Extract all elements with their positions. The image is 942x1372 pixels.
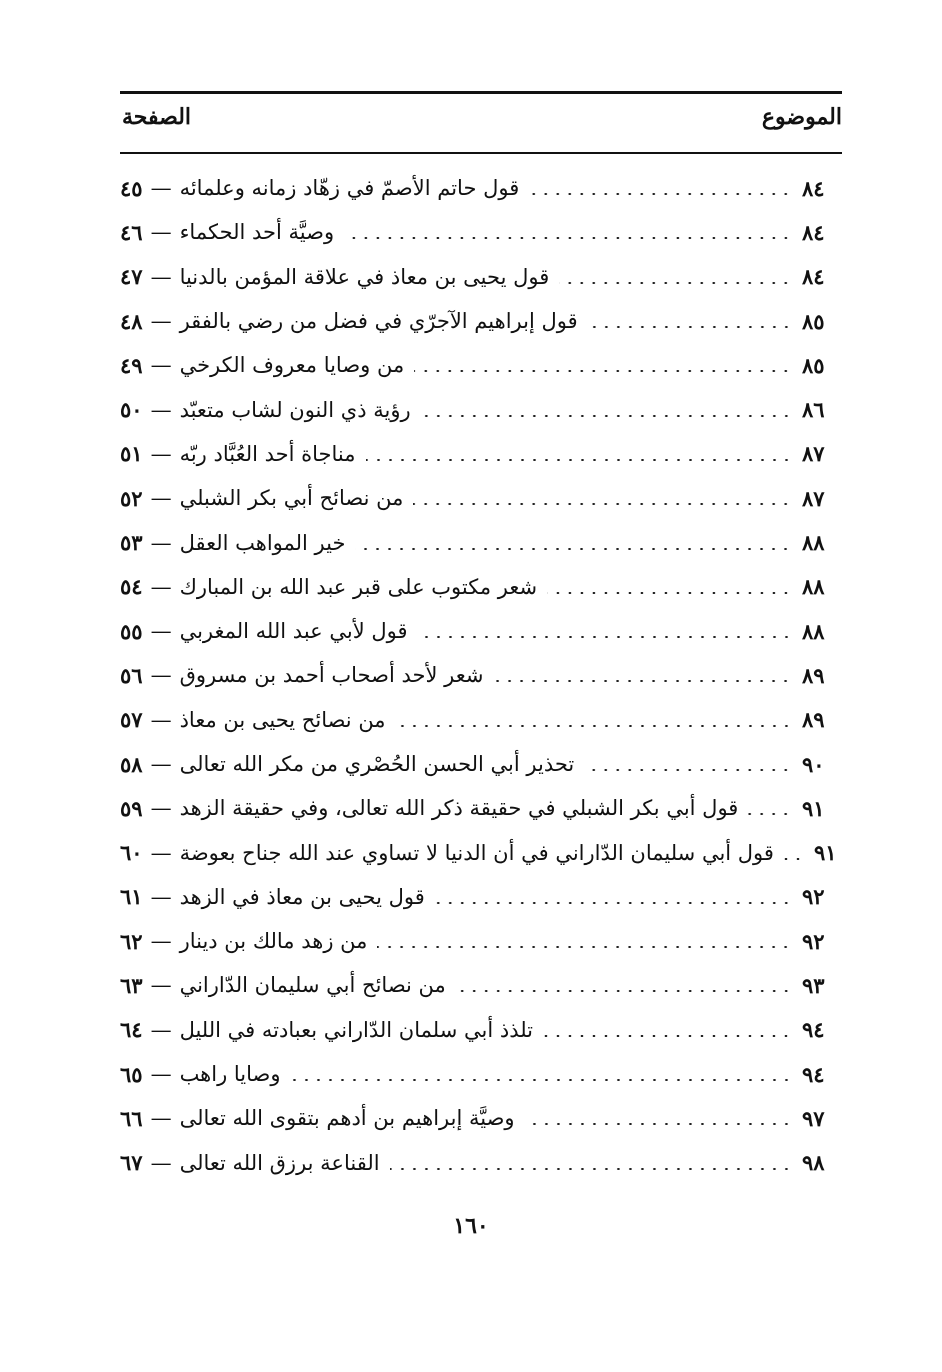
toc-entry [120, 387, 842, 431]
dot-leader [493, 680, 792, 682]
entry-title: من زهد مالك بن دينار [179, 929, 368, 954]
toc-entry [120, 698, 842, 742]
entry-title: وصيَّة أحد الحكماء [179, 220, 335, 245]
entry-number: ٦٦ [120, 1105, 143, 1131]
entry-title: من نصائح يحيى بن معاذ [179, 707, 386, 732]
entry-number: ٥٥ [120, 618, 143, 644]
entry-page-number: ٨٨ [802, 618, 825, 644]
entry-dash: — [150, 1106, 172, 1131]
entry-page-number: ٩٢ [802, 928, 825, 954]
dot-leader [421, 415, 792, 417]
entry-dash: — [150, 1017, 172, 1042]
entry-title: القناعة برزق الله تعالى [179, 1150, 380, 1175]
entry-page-number: ٩١ [813, 840, 837, 866]
entry-page-number: ٨٤ [802, 219, 825, 245]
dot-leader [377, 946, 792, 948]
dot-leader [543, 1035, 792, 1037]
entry-dash: — [150, 397, 172, 422]
entry-number: ٦٥ [120, 1061, 143, 1087]
entry-dash: — [150, 220, 172, 245]
entry-dash: — [150, 353, 172, 378]
entry-title: قول يحيى بن معاذ في الزهد [179, 884, 425, 909]
entry-dash: — [150, 663, 172, 688]
entry-page-number: ٩٧ [802, 1105, 825, 1131]
toc-entry [120, 1141, 842, 1185]
toc-entry [120, 609, 842, 653]
entry-title: خير المواهب العقل [179, 530, 346, 555]
dot-leader [748, 813, 792, 815]
entry-number: ٥٧ [120, 707, 143, 733]
entry-title: تحذير أبي الحسن الحُصْري من مكر الله تعالى [179, 752, 575, 776]
dot-leader [784, 858, 804, 860]
entry-dash: — [150, 929, 172, 954]
toc-entry [120, 520, 842, 564]
entry-title: من نصائح أبي بكر الشبلي [179, 486, 404, 511]
entry-dash: — [150, 176, 172, 201]
entry-title: وصايا راهب [179, 1062, 281, 1087]
toc-entry [120, 343, 842, 387]
entry-number: ٤٥ [120, 175, 143, 201]
dot-leader [390, 1168, 792, 1170]
entry-title: من وصايا معروف الكرخي [179, 353, 405, 378]
toc-entry [120, 1096, 842, 1140]
entry-number: ٦٣ [120, 972, 143, 998]
entry-page-number: ٩٠ [802, 751, 825, 777]
entry-dash: — [150, 884, 172, 909]
entry-page-number: ٩١ [802, 795, 825, 821]
entry-title: قول أبي بكر الشبلي في حقيقة ذكر الله تعالى، وفي حقيقة الزهد [179, 796, 739, 821]
entry-title: قول يحيى بن معاذ في علاقة المؤمن بالدنيا [179, 264, 550, 289]
entry-page-number: ٨٧ [802, 441, 825, 467]
entry-title: شعر مكتوب على قبر عبد الله بن المبارك [179, 574, 538, 599]
entry-number: ٥٣ [120, 530, 143, 556]
entry-number: ٤٧ [120, 264, 143, 290]
header-rule [120, 152, 842, 154]
entry-number: ٥١ [120, 441, 143, 467]
toc-entry [120, 742, 842, 786]
entry-page-number: ٨٤ [802, 264, 825, 290]
page-number: ١٦٠ [453, 1213, 489, 1239]
dot-leader [291, 1079, 792, 1081]
entry-number: ٥٢ [120, 485, 143, 511]
page-column-header: الصفحة [122, 104, 192, 130]
entry-dash: — [150, 530, 172, 555]
toc-entry [120, 476, 842, 520]
entry-title: قول أبي سليمان الدّاراني في أن الدنيا لا تساوي عند الله جناح بعوضة [179, 840, 774, 865]
dot-leader [396, 725, 792, 727]
entry-page-number: ٨٤ [802, 175, 825, 201]
dot-leader [366, 459, 793, 461]
toc-entry [120, 830, 842, 874]
entry-dash: — [150, 486, 172, 511]
entry-page-number: ٨٩ [802, 707, 825, 733]
entry-page-number: ٩٣ [802, 972, 825, 998]
entry-number: ٥٩ [120, 795, 143, 821]
toc-entry [120, 166, 842, 210]
entry-number: ٦٠ [120, 840, 143, 866]
entry-title: رؤية ذي النون لشاب متعبّد [179, 397, 411, 422]
entry-title: قول لأبي عبد الله المغربي [179, 619, 408, 644]
entry-dash: — [150, 707, 172, 732]
entry-title: من نصائح أبي سليمان الدّاراني [179, 973, 446, 998]
dot-leader [435, 902, 792, 904]
dot-leader [547, 592, 792, 594]
dot-leader [355, 548, 792, 550]
entry-page-number: ٩٤ [802, 1017, 825, 1043]
dot-leader [525, 1123, 792, 1125]
entry-title: قول حاتم الأصمّ في زهّاد زمانه وعلمائه [179, 176, 520, 201]
entry-title: قول إبراهيم الآجرّي في فضل من رضي بالفقر [179, 309, 578, 334]
entry-dash: — [150, 619, 172, 644]
entry-page-number: ٨٧ [802, 485, 825, 511]
dot-leader [529, 193, 792, 195]
toc-entry [120, 210, 842, 254]
entry-number: ٤٩ [120, 352, 143, 378]
toc-entry [120, 875, 842, 919]
entry-number: ٥٠ [120, 397, 143, 423]
entry-title: وصيَّة إبراهيم بن أدهم بتقوى الله تعالى [179, 1106, 515, 1131]
entry-page-number: ٩٨ [802, 1150, 825, 1176]
dot-leader [456, 990, 792, 992]
entry-number: ٦٢ [120, 928, 143, 954]
entry-number: ٥٨ [120, 751, 143, 777]
entry-number: ٥٦ [120, 662, 143, 688]
entry-title: مناجاة أحد العُبَّاد ربّه [179, 441, 356, 466]
toc-entry [120, 653, 842, 697]
toc-entry [120, 1052, 842, 1096]
entry-page-number: ٩٤ [802, 1061, 825, 1087]
entry-dash: — [150, 574, 172, 599]
dot-leader [414, 370, 792, 372]
toc-entry [120, 1008, 842, 1052]
entry-page-number: ٨٥ [802, 352, 825, 378]
entry-number: ٦٧ [120, 1150, 143, 1176]
entry-number: ٦١ [120, 884, 143, 910]
toc-entry [120, 299, 842, 343]
toc-entry [120, 565, 842, 609]
entry-dash: — [150, 973, 172, 998]
entry-page-number: ٨٩ [802, 662, 825, 688]
entry-number: ٤٦ [120, 219, 143, 245]
dot-leader [418, 636, 792, 638]
entry-dash: — [150, 309, 172, 334]
dot-leader [584, 769, 792, 771]
entry-dash: — [150, 840, 172, 865]
toc-entry [120, 432, 842, 476]
toc-entries [120, 166, 842, 1185]
toc-entry [120, 963, 842, 1007]
entry-page-number: ٨٥ [802, 308, 825, 334]
entry-page-number: ٨٨ [802, 530, 825, 556]
entry-dash: — [150, 1062, 172, 1087]
topic-column-header: الموضوع [761, 104, 842, 130]
toc-entry [120, 919, 842, 963]
entry-number: ٦٤ [120, 1017, 143, 1043]
top-rule [120, 91, 842, 94]
toc-entry [120, 786, 842, 830]
entry-page-number: ٩٢ [802, 884, 825, 910]
dot-leader [559, 282, 792, 284]
entry-dash: — [150, 441, 172, 466]
toc-entry [120, 255, 842, 299]
entry-page-number: ٨٨ [802, 574, 825, 600]
entry-number: ٥٤ [120, 574, 143, 600]
dot-leader [344, 237, 792, 239]
entry-dash: — [150, 1150, 172, 1175]
entry-title: شعر لأحد أصحاب أحمد بن مسروق [179, 663, 484, 688]
entry-title: تلذذ أبي سلمان الدّاراني بعبادته في الليل [179, 1017, 534, 1042]
dot-leader [413, 503, 792, 505]
entry-dash: — [150, 264, 172, 289]
entry-dash: — [150, 796, 172, 821]
entry-number: ٤٨ [120, 308, 143, 334]
entry-page-number: ٨٦ [802, 397, 825, 423]
dot-leader [588, 326, 792, 328]
entry-dash: — [150, 752, 172, 776]
